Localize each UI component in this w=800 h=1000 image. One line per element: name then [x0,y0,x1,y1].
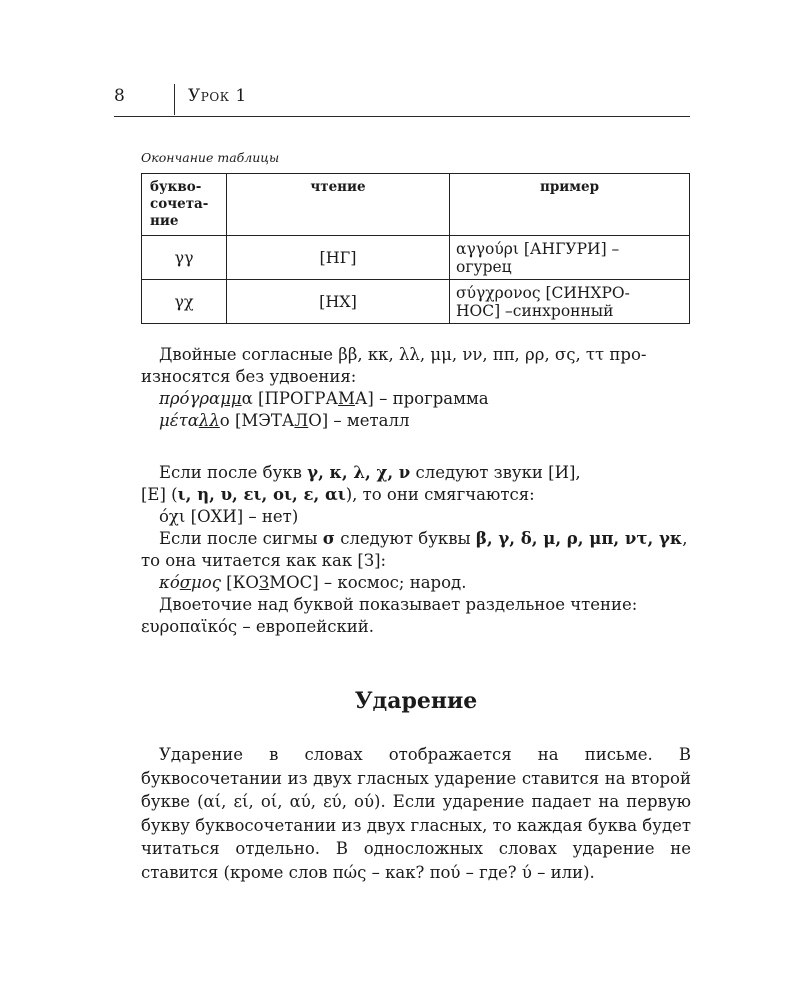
example-line: огурец [456,257,512,276]
underlined-letters: σ [179,573,192,592]
column-header-combination: буквo- сочета- ние [142,174,227,236]
combo-cell: γχ [142,280,227,324]
text-run: [Е] ( [141,485,178,504]
greek-word: μος [191,573,221,592]
greek-word: κό [159,573,180,592]
header-divider [174,84,175,115]
greek-word: πρόγρα [159,389,221,408]
combo-cell: γγ [142,236,227,280]
example-text: А] – программа [354,389,489,408]
underlined-letters: μμ [220,389,242,408]
text-run: Если после сигмы [159,529,323,548]
underlined-letters: Л [294,411,309,430]
example-cell [450,280,690,324]
example-text: О] – металл [308,411,410,430]
text-run: Если после букв [159,463,308,482]
underlined-letters: З [258,573,270,592]
example-line: όχι [ОХИ] – нет) [159,507,299,526]
reading-cell: [НХ] [227,280,450,324]
table-caption: Окончание таблицы [141,150,280,165]
example-line: НОС] –синхронный [456,301,614,320]
double-consonants-section [141,344,691,432]
stress-section [141,743,691,884]
paragraph-line [141,528,691,550]
letter-combination-table [141,173,690,324]
running-header [114,84,690,117]
paragraph: Ударение в словах отображается на письме. В буквосочетании из двух гласных ударение ставится на второй букве (αί, εί, οί, αύ, εύ, ού). Если ударение падает на первую букву буквосочетании из двух гласных, то каждая буква будет читаться отдельно. В односложных словах ударение не ставится (кроме слов πώς – как? πού – где? ύ – или). [141,745,691,882]
text-run: [КО [220,573,259,592]
bold-letters: β, γ, δ, μ, ρ, μπ, ντ, γκ [475,529,683,548]
bold-letters: σ [322,529,335,548]
reading-cell: [НГ] [227,236,450,280]
greek-word: μέτα [159,411,199,430]
paragraph-line: то она читается как как [З]: [141,551,387,570]
paragraph-line: Двойные согласные ββ, κκ, λλ, μμ, νν, ππ, ρρ, σς, ττ про- [159,345,647,364]
example-text: α [ПРОГРА [241,389,339,408]
paragraph-line: Двоеточие над буквой показывает раздельное чтение: [159,595,638,614]
text-run: ), то они смягчаются: [345,485,535,504]
example-line [141,410,691,432]
paragraph-line [141,484,691,506]
paragraph-line: ευροπαϊκός – европейский. [141,617,374,636]
bold-letters: γ, κ, λ, χ, ν [307,463,411,482]
section-heading: Ударение [354,688,478,714]
text-run: , [682,529,688,548]
text-run: следуют звуки [И], [410,463,581,482]
example-cell [450,236,690,280]
table-row [142,236,690,280]
underlined-letters: λλ [198,411,220,430]
example-text: ο [МЭТА [219,411,295,430]
example-line: αγγούρι [АНГУРИ] – [456,239,620,258]
softening-section [141,462,691,638]
paragraph-line [141,462,691,484]
table-row [142,280,690,324]
lesson-title: Урок 1 [188,86,247,106]
example-line [141,572,691,594]
page-number: 8 [114,86,125,106]
column-header-reading: чтение [227,174,450,236]
column-header-example: пример [450,174,690,236]
example-line: σύγχρονος [СИНХРО- [456,283,630,302]
bold-letters: ι, η, υ, ει, οι, ε, αι [177,485,346,504]
text-run: МОС] – космос; народ. [269,573,467,592]
underlined-letters: М [338,389,355,408]
table-header-row [142,174,690,236]
text-run: следуют буквы [334,529,476,548]
example-line [141,388,691,410]
paragraph-line: износятся без удвоения: [141,367,357,386]
